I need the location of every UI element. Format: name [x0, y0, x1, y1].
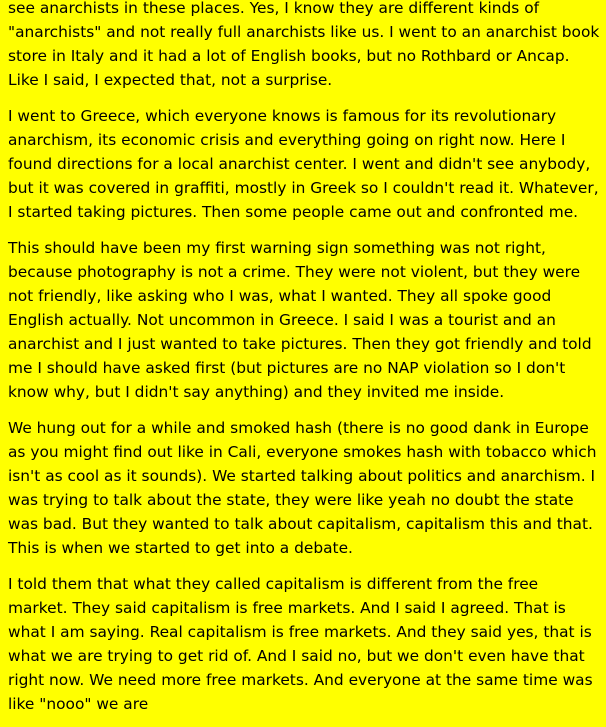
paragraph-2: I went to Greece, which everyone knows is famous for its revolutionary anarchism, its economic crisis and everything going on right now. Here I found directions for a local anarchist center. I went and didn't see anybody, but it was covered in graffiti, mostly in Greek so I couldn't read it. Whatever, I started taking pictures. Then some people came out and confronted me.	[8, 107, 599, 221]
paragraph-1: see anarchists in these places. Yes, I know they are different kinds of "anarchists" and not really full anarchists like us. I went to an anarchist book store in Italy and it had a lot of English books, but no Rothbard or Ancap. Like I said, I expected that, not a surprise.	[8, 0, 600, 89]
paragraph-5: I told them that what they called capitalism is different from the free market. They said capitalism is free markets. And I said I agreed. That is what I am saying. Real capitalism is free markets. And they said yes, that is what we are trying to get rid of. And I said no, but we don't even have that right now. We need more free markets. And everyone at the same time was like "nooo" we are	[8, 575, 593, 713]
paragraph-4: We hung out for a while and smoked hash (there is no good dank in Europe as you might find out like in Cali, everyone smokes hash with tobacco which isn't as cool as it sounds). We started talking about politics and anarchism. I was trying to talk about the state, they were like yeah no doubt the state was bad. But they wanted to talk about capitalism, capitalism this and that. This is when we started to get into a debate.	[8, 419, 597, 557]
paragraph-3: This should have been my first warning sign something was not right, because photography is not a crime. They were not violent, but they were not friendly, like asking who I was, what I wanted. They all spoke good English actually. Not uncommon in Greece. I said I was a tourist and an anarchist and I just wanted to take pictures. Then they got friendly and told me I should have asked first (but pictures are no NAP violation so I don't know why, but I didn't say anything) and they invited me inside.	[8, 239, 592, 401]
